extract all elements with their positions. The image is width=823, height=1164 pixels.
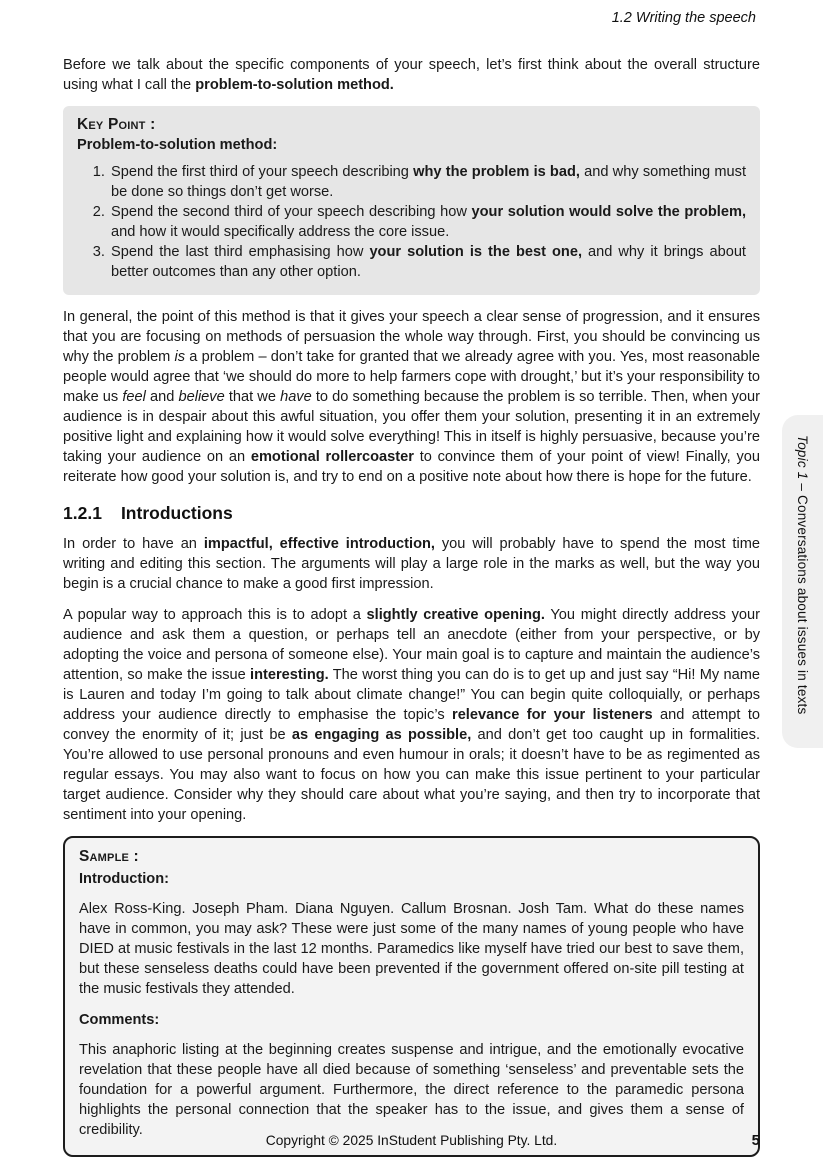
section-number: 1.2.1 [63,503,102,523]
sample-label: Sample : [79,848,139,865]
topic-title: – Conversations about issues in texts [795,479,810,715]
keypoint-label: Key Point : [77,116,156,133]
keypoint-box [63,106,760,295]
running-header: 1.2 Writing the speech [611,10,756,26]
sample-comments-text: This anaphoric listing at the beginning creates suspense and intrigue, and the emotionally evocative revelation that these people have all died because of something ‘senseless’ and preventable sets the foundation for a powerful argument. Furthermore, the direct reference to the paramedic persona highlights the personal connection that the speaker has to the issue, and gives them a sense of credibility. [79,1042,744,1138]
copyright-text: Copyright © 2025 InStudent Publishing Pty. Ltd. [265,1133,558,1148]
topic-side-tab-label [795,435,810,714]
page-number: 5 [751,1132,760,1149]
method-paragraph: In general, the point of this method is that it gives your speech a clear sense of progression, and it ensures that you are focusing on methods of persuasion the whole way through. First, you should be convincing us why the problem is a problem – don’t take for granted that we already agree with you. Yes, most reasonable people would agree that ‘we should do more to help farmers cope with drought,’ but it’s your responsibility to make us feel and believe that we have to do something because the problem is so terrible. Then, when your audience is in despair about this awful situation, you offer them your solution, presenting it in an extremely positive light and explaining how it would solve everything! This in itself is highly persuasive, because you’re taking your audience on an emotional rollercoaster to convince them of your point of view! Finally, you reiterate how good your solution is, and try to end on a positive note about how there is hope for the future. [63,309,761,485]
approach-paragraph: A popular way to approach this is to adopt a slightly creative opening. You might directly address your audience and ask them a question, or perhaps tell an anecdote (either from your perspective, or by adopting the voice and persona of someone else). Your main goal is to capture and maintain the audience’s attention, so make the issue interesting. The worst thing you can do is to get up and just say “Hi! My name is Lauren and today I’m going to talk about climate change!” You can begin quite colloquially, or perhaps address your audience directly to emphasise the topic’s relevance for your listeners and attempt to convey the enormity of it; just be as engaging as possible, and don’t get too caught up in formalities. You’re allowed to use personal pronouns and even humour in orals; it doesn’t have to be as regimented as regular essays. You may also want to focus on how you can make this issue pertinent to your particular target audience. Consider why they should care about what you’re saying, and then try to incorporate that sentiment into your opening. [63,607,760,823]
intro-paragraph: Before we talk about the specific components of your speech, let’s first think about the overall structure using what I call the problem-to-solution method. [63,57,760,93]
section-heading [63,502,760,524]
keypoint-list [77,162,746,282]
keypoint-list-item: 2. Spend the second third of your speech describing how your solution would solve the problem, and how it would specifically address the core issue. [109,202,746,242]
keypoint-list-item: 3. Spend the last third emphasising how your solution is the best one, and why it brings about better outcomes than any other option. [109,242,746,282]
topic-number: Topic 1 [795,435,810,480]
keypoint-list-item: 1. Spend the first third of your speech describing why the problem is bad, and why something must be done so things don’t get worse. [109,162,746,202]
section-title: Introductions [120,503,233,523]
page-footer [63,1133,760,1148]
sample-introduction-text: Alex Ross-King. Joseph Pham. Diana Nguyen. Callum Brosnan. Josh Tam. What do these names have in common, you may ask? These were just some of the many names of young people who have DIED at music festivals in the last 12 months. Paramedics like myself have tried our best to save them, but these senseless deaths could have been prevented if the government offered on-site pill testing at the music festivals they attended. [79,901,744,997]
introduction-paragraph: In order to have an impactful, effective introduction, you will probably have to spend the most time writing and editing this section. The arguments will play a large role in the marks as well, but the way you begin is a crucial chance to make a good first impression. [63,536,760,592]
keypoint-title: Problem-to-solution method: [77,137,278,153]
sample-comments-heading: Comments: [79,1012,160,1028]
page-content [63,55,760,1157]
sample-introduction-heading: Introduction: [79,871,169,887]
sample-box [63,836,760,1157]
topic-side-tab [782,415,823,748]
